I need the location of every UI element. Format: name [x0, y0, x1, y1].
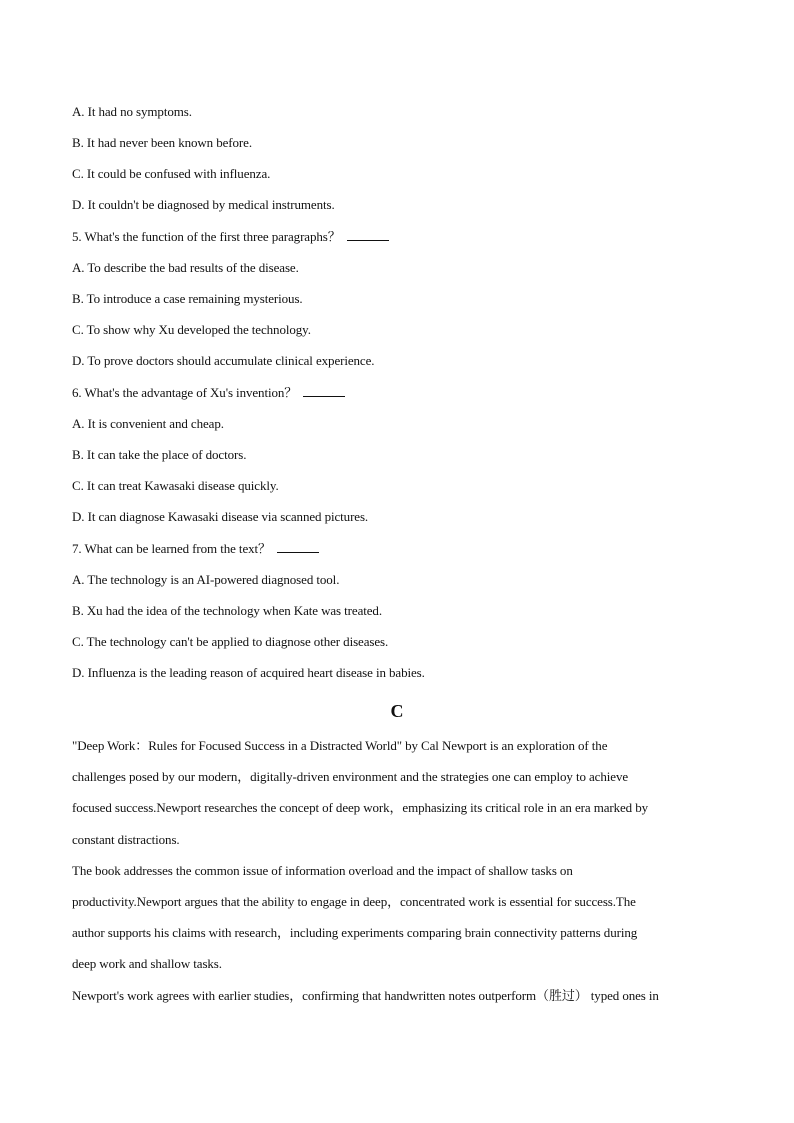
q6-option-c: C. It can treat Kawasaki disease quickly. — [72, 478, 279, 493]
q5-question-row — [72, 228, 389, 245]
q5-option-d: D. To prove doctors should accumulate clinical experience. — [72, 353, 375, 368]
q4-option-b: B. It had never been known before. — [72, 135, 252, 150]
passage-line: deep work and shallow tasks. — [72, 956, 222, 971]
answer-blank — [277, 540, 319, 553]
q5-option-c: C. To show why Xu developed the technology. — [72, 322, 311, 337]
q7-option-c: C. The technology can't be applied to diagnose other diseases. — [72, 634, 389, 649]
passage-line: author supports his claims with research，including experiments comparing brain connectivity patterns during — [72, 925, 638, 940]
q7-option-d: D. Influenza is the leading reason of acquired heart disease in babies. — [72, 665, 425, 680]
q4-option-c: C. It could be confused with influenza. — [72, 166, 271, 181]
passage-line: The book addresses the common issue of information overload and the impact of shallow tasks on — [72, 863, 573, 878]
q6-question: 6. What's the advantage of Xu's invention？ — [72, 385, 298, 400]
q5-option-a: A. To describe the bad results of the disease. — [72, 260, 299, 275]
q7-question-row — [72, 540, 319, 557]
passage-line: challenges posed by our modern，digitally-driven environment and the strategies one can employ to achieve — [72, 769, 629, 784]
q6-option-d: D. It can diagnose Kawasaki disease via scanned pictures. — [72, 509, 369, 524]
q7-option-a: A. The technology is an AI-powered diagnosed tool. — [72, 572, 340, 587]
q4-option-d: D. It couldn't be diagnosed by medical instruments. — [72, 197, 335, 212]
q5-question: 5. What's the function of the first three paragraphs？ — [72, 229, 341, 244]
q5-option-b: B. To introduce a case remaining mysterious. — [72, 291, 303, 306]
answer-blank — [303, 384, 345, 397]
passage-line: "Deep Work：Rules for Focused Success in a Distracted World" by Cal Newport is an exploration of the — [72, 738, 608, 753]
q6-option-b: B. It can take the place of doctors. — [72, 447, 247, 462]
q6-option-a: A. It is convenient and cheap. — [72, 416, 224, 431]
passage-line: Newport's work agrees with earlier studies，confirming that handwritten notes outperform（胜过） typed ones in — [72, 988, 659, 1003]
q6-question-row — [72, 384, 345, 401]
answer-blank — [347, 228, 389, 241]
passage-line: productivity.Newport argues that the ability to engage in deep，concentrated work is essential for success.The — [72, 894, 636, 909]
q4-option-a: A. It had no symptoms. — [72, 104, 192, 119]
passage-line: constant distractions. — [72, 832, 180, 847]
q7-option-b: B. Xu had the idea of the technology when Kate was treated. — [72, 603, 382, 618]
passage-line: focused success.Newport researches the concept of deep work，emphasizing its critical role in an era marked by — [72, 800, 649, 815]
q7-question: 7. What can be learned from the text？ — [72, 541, 271, 556]
section-c-title: C — [390, 701, 404, 721]
